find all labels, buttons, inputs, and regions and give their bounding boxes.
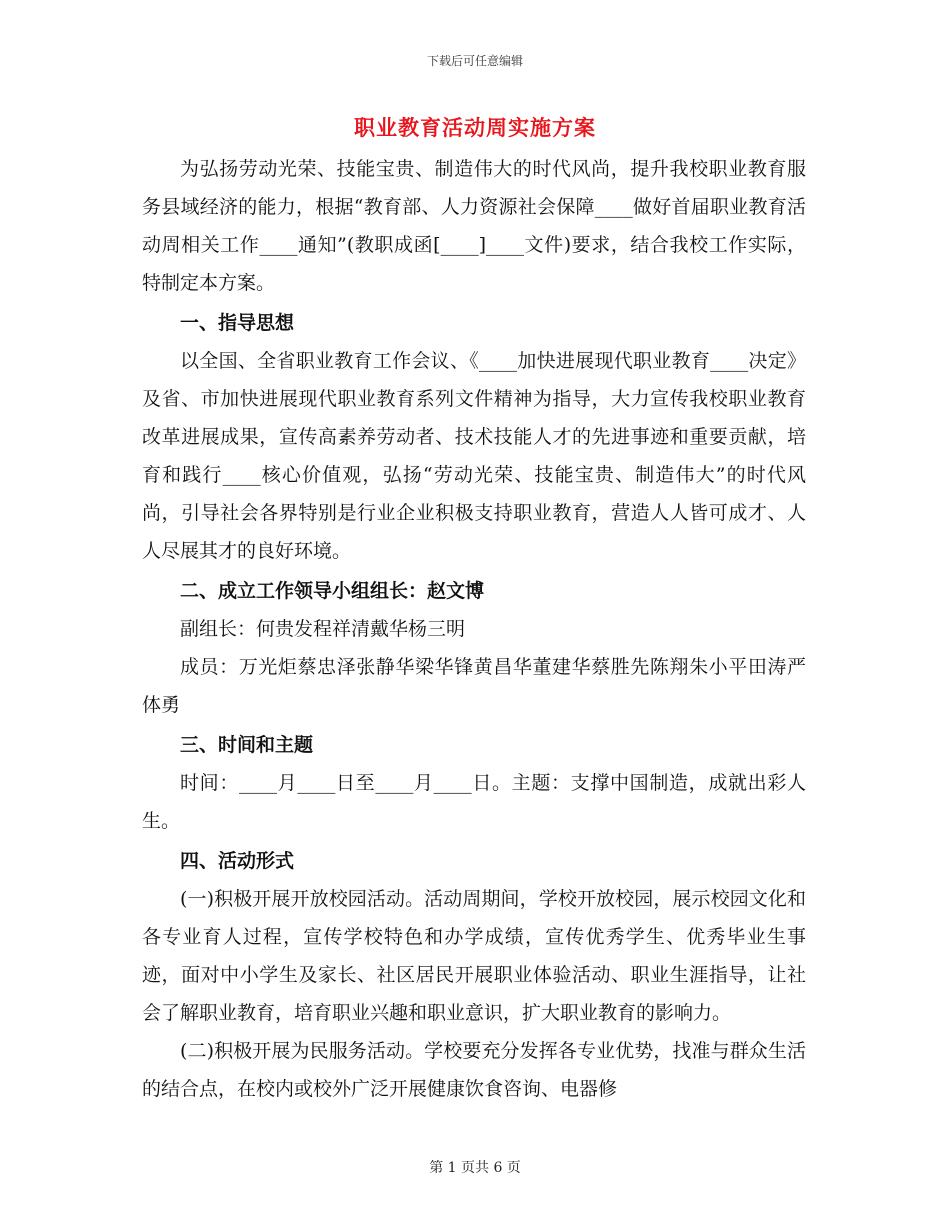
document-title: 职业教育活动周实施方案 — [354, 115, 596, 140]
section-heading-time-theme: 三、时间和主题 — [180, 734, 314, 756]
page-header: 下载后可任意编辑 — [426, 54, 523, 68]
intro-paragraph: 为弘扬劳动光荣、技能宝贵、制造伟大的时代风尚，提升我校职业教育服务县域经济的能力，根据“教育部、人力资源社会保障____做好首届职业教育活动周相关工作____通知”(教职成函[____]____文件)要求，结合我校工作实际，特制定本方案。 — [142, 158, 806, 294]
activity-item-open-campus: (一)积极开展开放校园活动。活动周期间，学校开放校园，展示校园文化和各专业育人过程，宣传学校特色和办学成绩，宣传优秀学生、优秀毕业生事迹，面对中小学生及家长、社区居民开展职业体验活动、职业生涯指导，让社会了解职业教育，培育职业兴趣和职业意识，扩大职业教育的影响力。 — [142, 888, 806, 1024]
page-footer: 第 1 页共 6 页 — [429, 1160, 521, 1176]
time-theme-paragraph: 时间：____月____日至____月____日。主题：支撑中国制造，成就出彩人生。 — [142, 772, 806, 832]
guiding-thought-paragraph: 以全国、全省职业教育工作会议、《____加快进展现代职业教育____决定》及省、市加快进展现代职业教育系列文件精神为指导，大力宣传我校职业教育改革进展成果，宣传高素养劳动者、技术技能人才的先进事迹和重要贡献，培育和践行____核心价值观，弘扬“劳动光荣、技能宝贵、制造伟大”的时代风尚，引导社会各界特别是行业企业积极支持职业教育，营造人人皆可成才、人人尽展其才的良好环境。 — [142, 350, 806, 562]
document-body — [142, 150, 806, 1108]
section-heading-leadership-group: 二、成立工作领导小组组长：赵文博 — [180, 580, 485, 602]
members-paragraph: 成员：万光炬蔡忠泽张静华梁华锋黄昌华董建华蔡胜先陈翔朱小平田涛严体勇 — [142, 656, 806, 716]
deputy-leaders-paragraph: 副组长：何贵发程祥清戴华杨三明 — [180, 618, 466, 640]
section-heading-activity-forms: 四、活动形式 — [180, 850, 295, 872]
activity-item-public-service: (二)积极开展为民服务活动。学校要充分发挥各专业优势，找准与群众生活的结合点，在校内或校外广泛开展健康饮食咨询、电器修 — [142, 1040, 806, 1100]
section-heading-guiding-thought: 一、指导思想 — [180, 312, 295, 334]
